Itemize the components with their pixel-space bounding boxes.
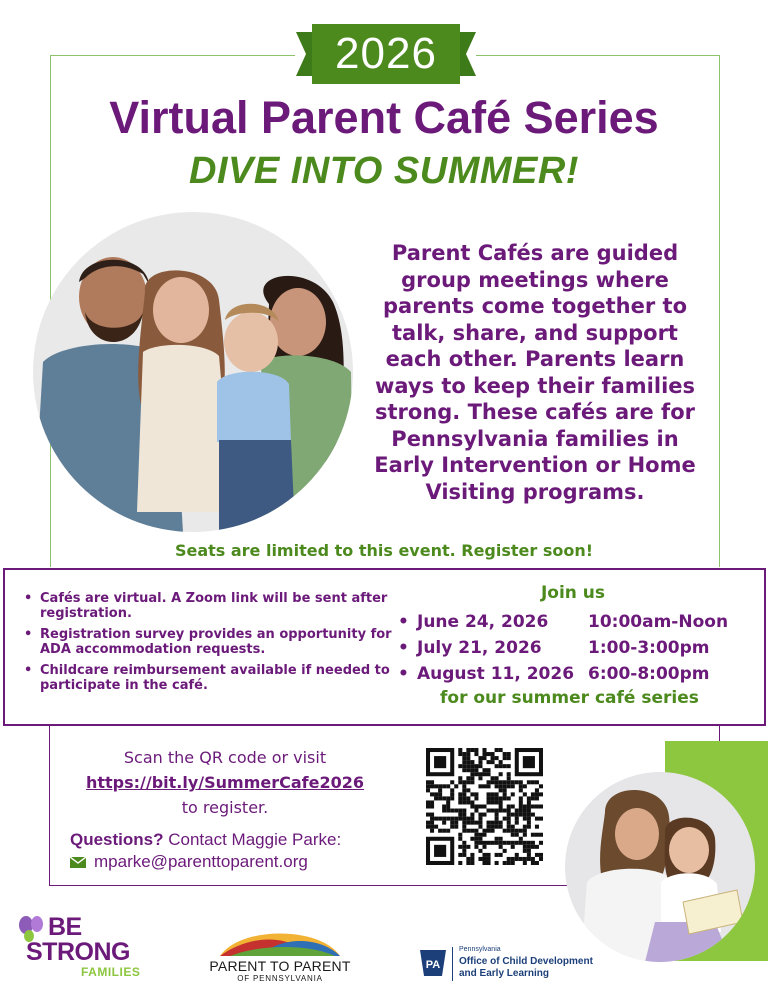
bullet-item: • Registration survey provides an opportunity for ADA accommodation requests.	[24, 627, 394, 657]
session-time: 6:00-8:00pm	[588, 664, 710, 684]
year-ribbon	[296, 24, 476, 84]
logo-text: FAMILIES	[81, 965, 141, 979]
logo-text: STRONG	[26, 938, 130, 966]
register-line: to register.	[181, 798, 269, 817]
frame-line-bottom-left	[49, 726, 50, 886]
session-date: July 21, 2026	[417, 638, 542, 658]
be-strong-families-logo	[18, 913, 148, 983]
register-line: Scan the QR code or visit	[123, 748, 327, 767]
hills-logo-icon	[200, 922, 360, 958]
logo-text-line: Office of Child Development	[459, 956, 593, 967]
session-bullet: •	[398, 612, 409, 632]
contact-block	[70, 829, 410, 873]
session-date: June 24, 2026	[417, 612, 549, 632]
contact-email[interactable]: mparke@parenttoparent.org	[94, 852, 308, 871]
frame-line-bottom	[49, 885, 579, 886]
series-tagline: for our summer café series	[440, 688, 699, 708]
join-us-heading: Join us	[540, 583, 606, 603]
register-link[interactable]: https://bit.ly/SummerCafe2026	[85, 773, 365, 792]
frame-line-top-right	[476, 55, 720, 56]
register-instructions	[75, 745, 375, 820]
logo-text: PARENT TO PARENT	[209, 958, 351, 974]
parent-to-parent-logo	[200, 922, 360, 986]
info-bullets	[24, 591, 394, 699]
mother-child-photo	[565, 772, 755, 962]
session-row	[398, 635, 748, 661]
family-photo	[33, 212, 353, 532]
session-row	[398, 609, 748, 635]
program-description: Parent Cafés are guided group meetings where parents come together to talk, share, and support each other. Parents learn ways to keep their families strong. These cafés are for Pennsylvania families in Early Intervention or Home Visiting programs.	[374, 241, 696, 504]
page-title: Virtual Parent Café Series	[109, 92, 659, 143]
pa-ocdel-logo	[418, 945, 618, 985]
logo-text: BE	[48, 913, 82, 941]
session-date: August 11, 2026	[417, 664, 575, 684]
session-list	[398, 609, 748, 687]
contact-text: Contact Maggie Parke:	[168, 830, 342, 849]
session-bullet: •	[398, 638, 409, 658]
seats-notice: Seats are limited to this event. Register soon!	[174, 541, 594, 560]
keystone-label: PA	[425, 959, 441, 971]
page-subtitle: DIVE INTO SUMMER!	[189, 150, 579, 192]
session-bullet: •	[398, 664, 409, 684]
logo-text: OF PENNSYLVANIA	[237, 974, 323, 983]
qr-code[interactable]	[426, 748, 543, 865]
keystone-icon	[418, 948, 448, 978]
session-time: 1:00-3:00pm	[588, 638, 710, 658]
logo-divider	[452, 947, 453, 981]
bullet-item: • Childcare reimbursement available if needed to participate in the café.	[24, 663, 394, 693]
frame-line-top-left	[50, 55, 295, 56]
questions-label: Questions?	[70, 830, 164, 849]
bullet-item: • Cafés are virtual. A Zoom link will be sent after registration.	[24, 591, 394, 621]
logo-text: Pennsylvania	[459, 946, 501, 953]
mail-icon	[70, 857, 86, 868]
logo-text-line: and Early Learning	[459, 968, 550, 979]
session-row	[398, 661, 748, 687]
year-label: 2026	[335, 29, 437, 78]
logo-text	[459, 956, 593, 980]
session-time: 10:00am-Noon	[588, 612, 729, 632]
